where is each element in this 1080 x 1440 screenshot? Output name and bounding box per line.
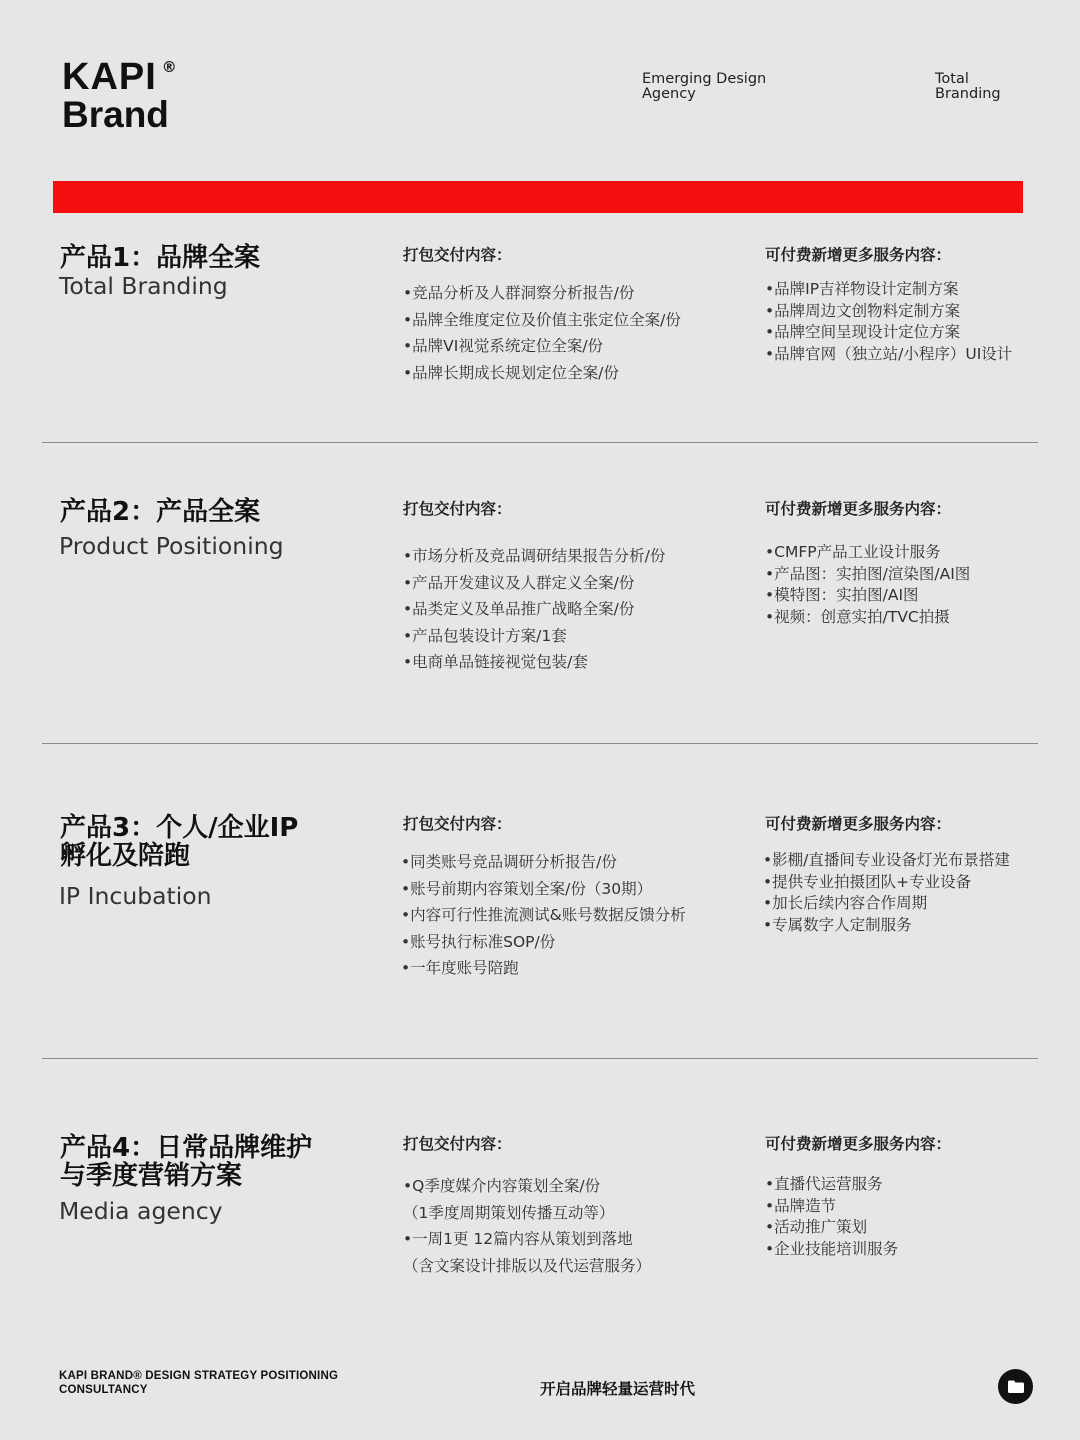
list-item: •品牌VI视觉系统定位全案/份: [403, 337, 604, 355]
product-1-title: 产品1：品牌全案: [60, 243, 261, 273]
product-2-subtitle: Product Positioning: [59, 532, 284, 560]
header-tag-branding: Total Branding: [935, 71, 1001, 102]
list-item: •品牌空间呈现设计定位方案: [765, 323, 961, 341]
product-3-extra-list: [763, 850, 1010, 936]
product-2-package-list: [403, 543, 665, 676]
registered-mark: ®: [161, 58, 177, 76]
list-item: •品牌IP吉祥物设计定制方案: [765, 280, 959, 298]
list-item: •模特图：实拍图/AI图: [765, 586, 919, 604]
list-item: •品类定义及单品推广战略全案/份: [403, 600, 635, 618]
list-item: •账号执行标准SOP/份: [401, 932, 556, 951]
product-1-package-heading: 打包交付内容：: [403, 246, 512, 264]
logo-word: Brand: [62, 94, 169, 135]
list-item: •竞品分析及人群洞察分析报告/份: [403, 284, 635, 302]
list-item: •账号前期内容策划全案/份（30期）: [401, 879, 653, 898]
product-4-package-heading: 打包交付内容：: [403, 1135, 512, 1153]
list-item: •电商单品链接视觉包装/套: [403, 653, 588, 671]
product-4-title: 产品4：日常品牌维护 与季度营销方案: [60, 1133, 313, 1191]
list-item: （含文案设计排版以及代运营服务）: [403, 1256, 652, 1275]
list-item: •内容可行性推流测试&账号数据反馈分析: [401, 906, 686, 924]
logo-mark: KAPI: [62, 56, 157, 98]
product-3-package-list: [401, 849, 686, 982]
product-3-package-heading: 打包交付内容：: [403, 815, 512, 833]
product-3-subtitle: IP Incubation: [59, 882, 212, 910]
header-tag-agency: Emerging Design Agency: [642, 71, 767, 102]
list-item: •同类账号竞品调研分析报告/份: [401, 853, 617, 871]
brand-logo: [62, 58, 177, 133]
list-item: •提供专业拍摄团队+专业设备: [763, 872, 972, 891]
list-item: •加长后续内容合作周期: [763, 894, 928, 912]
list-item: •产品包装设计方案/1套: [403, 626, 567, 645]
list-item: •品牌长期成长规划定位全案/份: [403, 363, 619, 382]
list-item: •影棚/直播间专业设备灯光布景搭建: [763, 851, 1010, 869]
product-2-extra-heading: 可付费新增更多服务内容：: [765, 500, 952, 518]
product-1-extra-heading: 可付费新增更多服务内容：: [765, 246, 952, 264]
list-item: •专属数字人定制服务: [763, 915, 912, 934]
product-2-extra-list: [765, 542, 970, 628]
list-item: •产品开发建议及人群定义全案/份: [403, 573, 635, 592]
product-4-extra-list: [765, 1174, 898, 1260]
red-banner: [53, 181, 1023, 213]
folder-icon[interactable]: [998, 1369, 1033, 1404]
list-item: •CMFP产品工业设计服务: [765, 543, 941, 561]
list-item: •品牌造节: [765, 1196, 837, 1215]
list-item: •市场分析及竞品调研结果报告分析/份: [403, 547, 666, 565]
section-divider: [42, 1058, 1038, 1059]
list-item: •企业技能培训服务: [765, 1239, 899, 1258]
list-item: （1季度周期策划传播互动等）: [403, 1203, 615, 1222]
section-divider: [42, 743, 1038, 744]
product-4-package-list: [403, 1173, 651, 1279]
list-item: •活动推广策划: [765, 1218, 868, 1236]
list-item: •一周1更 12篇内容从策划到落地: [403, 1230, 633, 1248]
list-item: •一年度账号陪跑: [401, 959, 519, 977]
product-3-title: 产品3：个人/企业IP 孵化及陪跑: [60, 813, 299, 871]
list-item: •品牌全维度定位及价值主张定位全案/份: [403, 310, 681, 329]
product-2-package-heading: 打包交付内容：: [403, 500, 512, 518]
list-item: •Q季度媒介内容策划全案/份: [403, 1177, 601, 1195]
list-item: •视频：创意实拍/TVC拍摄: [765, 607, 950, 626]
product-4-extra-heading: 可付费新增更多服务内容：: [765, 1135, 952, 1153]
section-divider: [42, 442, 1038, 443]
list-item: •品牌周边文创物料定制方案: [765, 301, 961, 320]
product-1-extra-list: [765, 279, 1012, 365]
list-item: •品牌官网（独立站/小程序）UI设计: [765, 344, 1013, 363]
product-4-subtitle: Media agency: [59, 1197, 223, 1225]
product-2-title: 产品2：产品全案: [60, 497, 261, 527]
list-item: •产品图：实拍图/渲染图/AI图: [765, 564, 971, 583]
footer-slogan: 开启品牌轻量运营时代: [540, 1380, 696, 1398]
product-1-subtitle: Total Branding: [59, 272, 228, 300]
footer-tagline: KAPI BRAND® DESIGN STRATEGY POSITIONING CONSULTANCY: [59, 1370, 339, 1396]
product-1-package-list: [403, 280, 681, 386]
list-item: •直播代运营服务: [765, 1175, 883, 1193]
product-3-extra-heading: 可付费新增更多服务内容：: [765, 815, 952, 833]
